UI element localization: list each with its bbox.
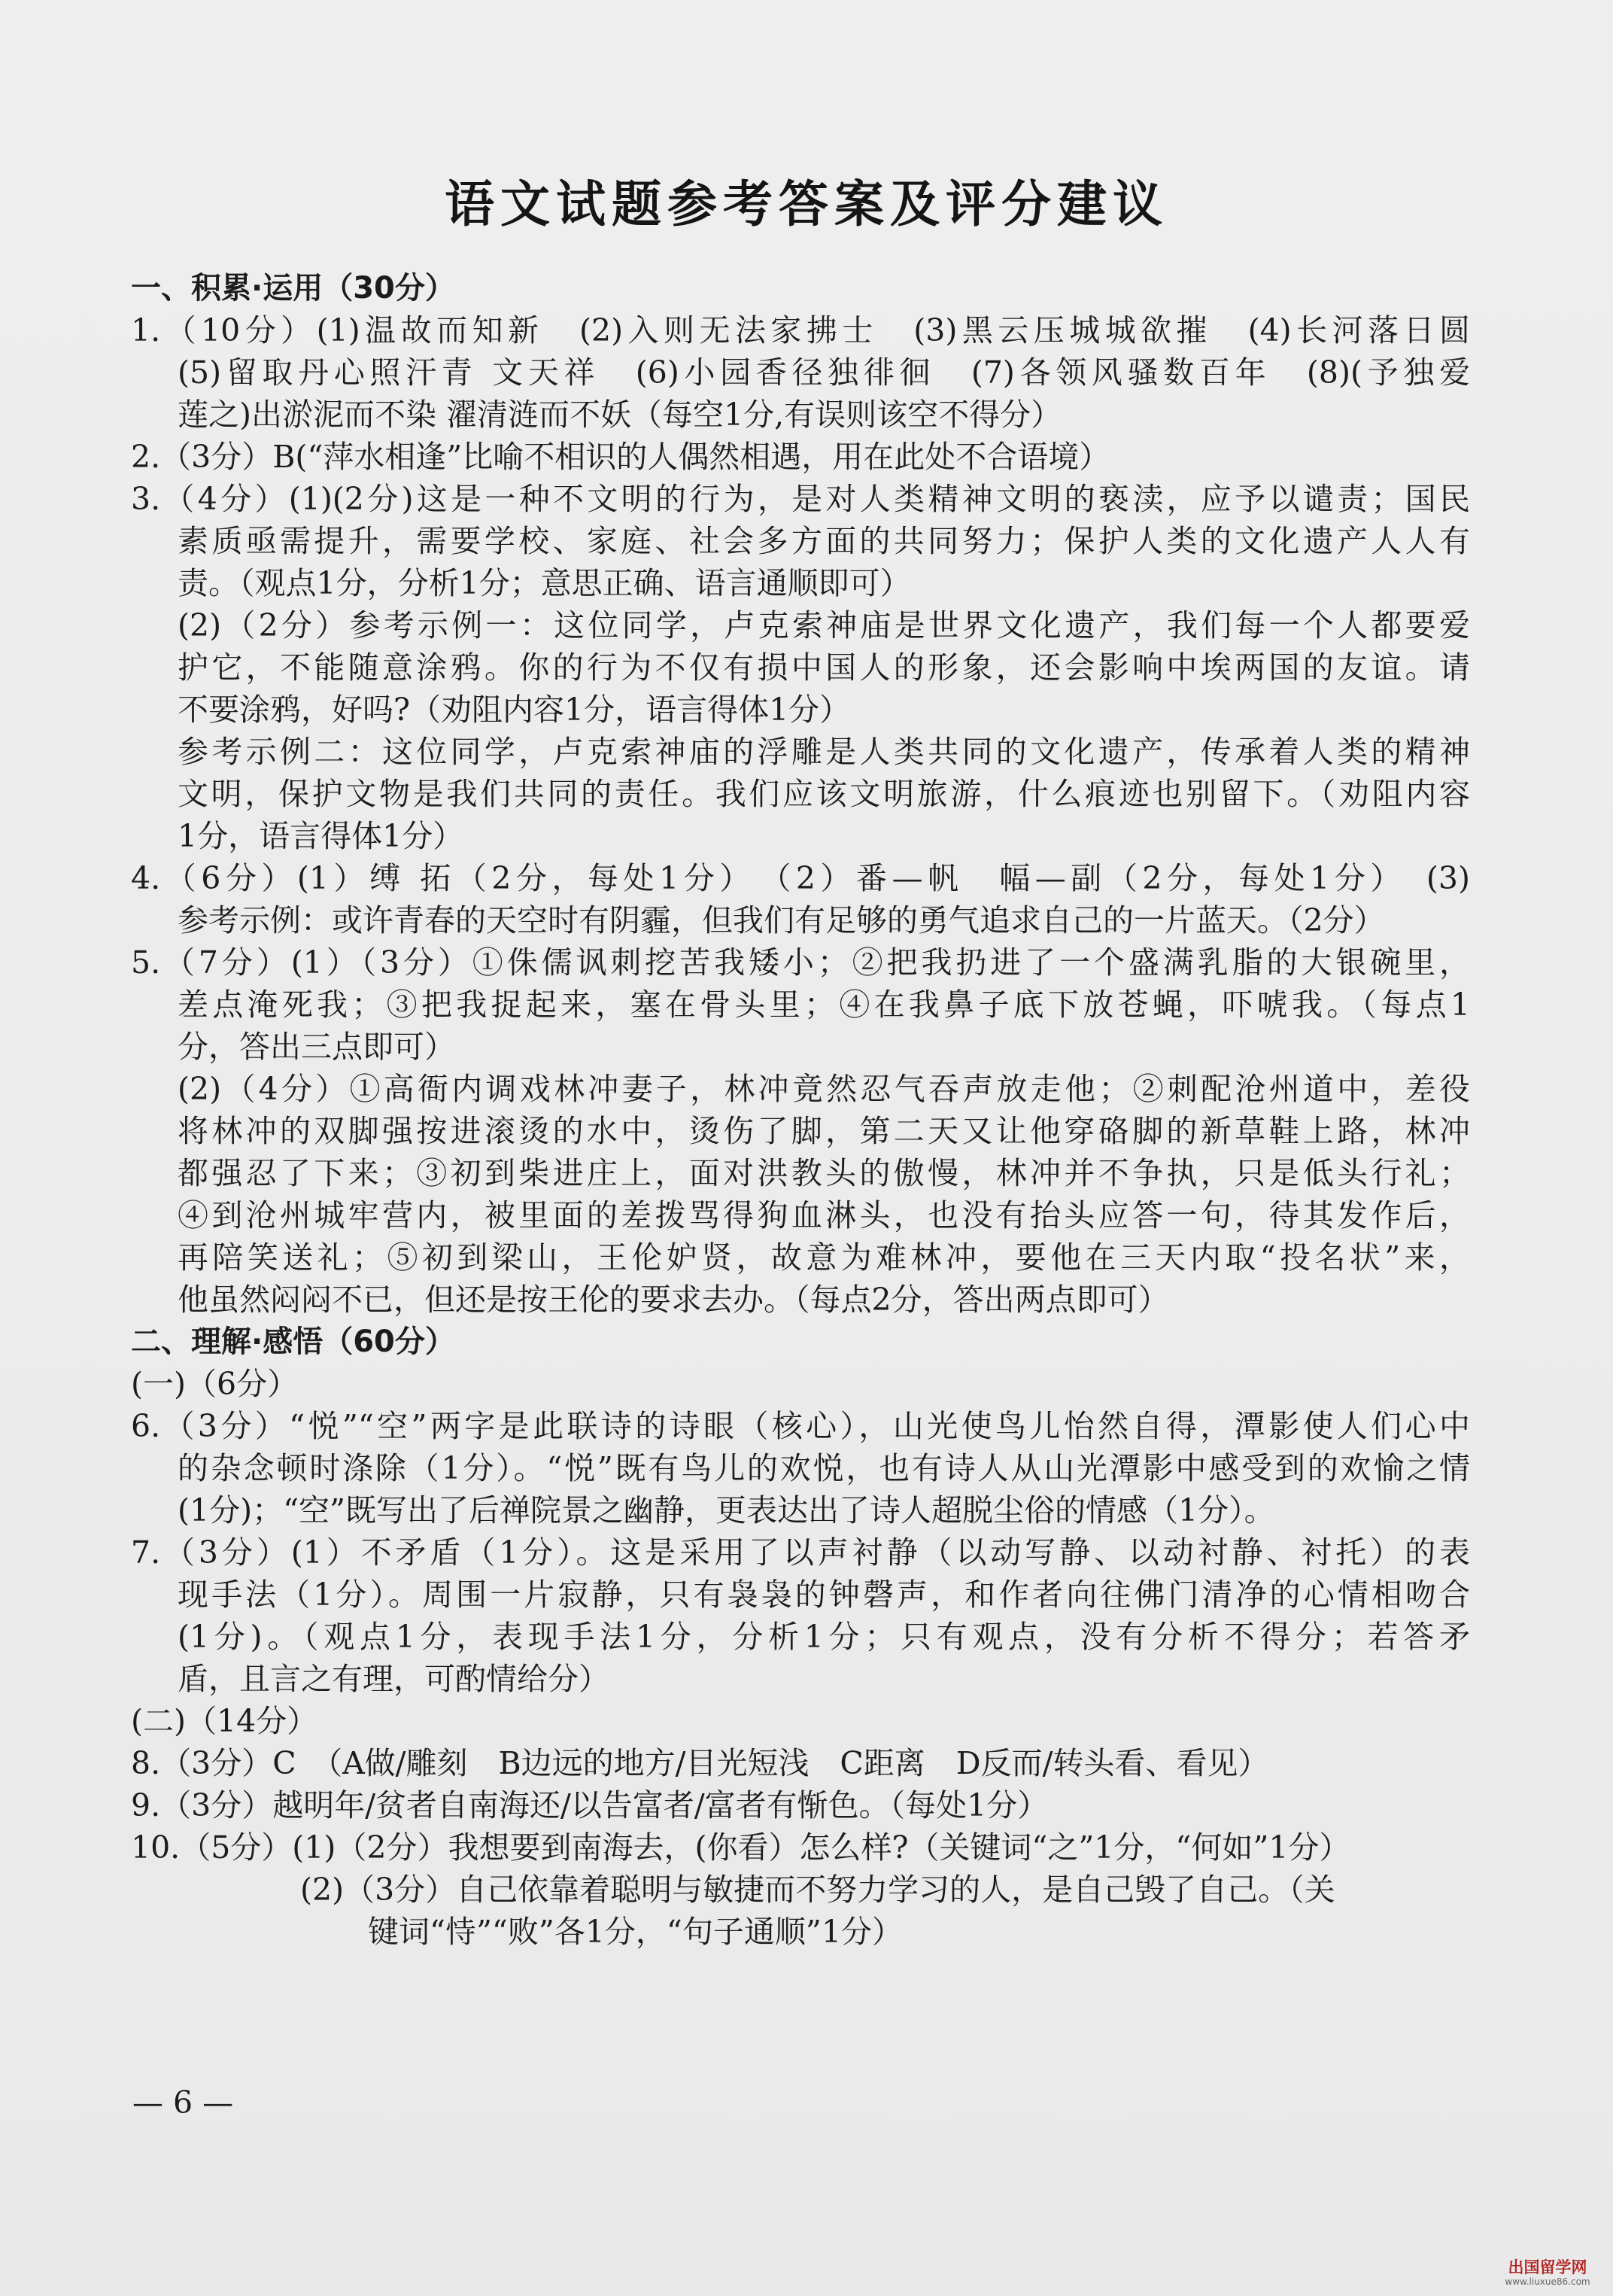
- answer-line: (2)（4分）①高衙内调戏林冲妻子，林冲竟然忍气吞声放走他；②刺配沧州道中，差役: [178, 1071, 1470, 1107]
- answer-line: 10.（5分）(1)（2分）我想要到南海去，(你看）怎么样?（关键词“之”1分，“何如”1分）: [131, 1829, 1350, 1866]
- answer-line: 责。（观点1分，分析1分；意思正确、语言通顺即可）: [178, 565, 911, 601]
- answer-line: 参考示例二：这位同学，卢克索神庙的浮雕是人类共同的文化遗产，传承着人类的精神: [178, 734, 1470, 770]
- answer-line: (2)（3分）自己依靠着聪明与敏捷而不努力学习的人，是自己毁了自己。（关: [300, 1872, 1335, 1908]
- answer-content: [131, 267, 1470, 1953]
- answer-line: 参考示例：或许青春的天空时有阴霾，但我们有足够的勇气追求自己的一片蓝天。（2分）: [178, 902, 1385, 938]
- answer-line: 2.（3分）B(“萍水相逢”比喻不相识的人偶然相遇，用在此处不合语境）: [131, 439, 1110, 475]
- site-watermark: [1491, 2258, 1604, 2288]
- answer-line: 现手法（1分）。周围一片寂静，只有袅袅的钟磬声，和作者向往佛门清净的心情相吻合: [178, 1577, 1470, 1613]
- subsection-heading: (二)（14分）: [131, 1703, 318, 1739]
- section-heading: 二、理解·感悟（60分）: [131, 1324, 455, 1359]
- answer-line: 的杂念顿时涤除（1分）。“悦”既有鸟儿的欢悦，也有诗人从山光潭影中感受到的欢愉之情: [178, 1450, 1470, 1486]
- answer-line: 再陪笑送礼；⑤初到梁山，王伦妒贤，故意为难林冲，要他在三天内取“投名状”来，: [178, 1239, 1470, 1276]
- answer-line: 3.（4分）(1)(2分)这是一种不文明的行为，是对人类精神文明的亵渎，应予以谴责；国民: [131, 481, 1470, 517]
- answer-line: 4.（6分）(1）缚 拓（2分，每处1分） （2）番—帆 幅—副（2分，每处1分） (3): [131, 860, 1470, 896]
- answer-line: 8.（3分）C （A做/雕刻 B边远的地方/目光短浅 C距离 D反而/转头看、看见）: [131, 1745, 1269, 1781]
- answer-line: 1分，语言得体1分）: [178, 818, 464, 854]
- answer-line: 素质亟需提升，需要学校、家庭、社会多方面的共同努力；保护人类的文化遗产人人有: [178, 523, 1470, 559]
- answer-line: 护它，不能随意涂鸦。你的行为不仅有损中国人的形象，还会影响中埃两国的友谊。请: [178, 649, 1470, 686]
- page-title: 语文试题参考答案及评分建议: [445, 175, 1168, 233]
- answer-line: 不要涂鸦，好吗?（劝阻内容1分，语言得体1分）: [178, 692, 851, 728]
- subsection-heading: (一)（6分）: [131, 1366, 299, 1402]
- answer-line: 7.（3分）(1）不矛盾（1分）。这是采用了以声衬静（以动写静、以动衬静、衬托）的表: [131, 1534, 1470, 1571]
- answer-line: (5)留取丹心照汗青 文天祥 (6)小园香径独徘徊 (7)各领风骚数百年 (8)(予独爱: [178, 354, 1470, 391]
- answer-line: 1.（10分）(1)温故而知新 (2)入则无法家拂士 (3)黑云压城城欲摧 (4)长河落日圆: [131, 312, 1470, 348]
- answer-line: (2)（2分）参考示例一：这位同学，卢克索神庙是世界文化遗产，我们每一个人都要爱: [178, 607, 1470, 643]
- answer-line: 键词“恃”“败”各1分，“句子通顺”1分）: [368, 1914, 903, 1950]
- answer-line: (1分)；“空”既写出了后禅院景之幽静，更表达出了诗人超脱尘俗的情感（1分）。: [178, 1492, 1275, 1528]
- section-heading: 一、积累·运用（30分）: [131, 271, 455, 306]
- answer-line: 9.（3分）越明年/贫者自南海还/以告富者/富者有惭色。（每处1分）: [131, 1787, 1049, 1823]
- answer-line: 将林冲的双脚强按进滚烫的水中，烫伤了脚，第二天又让他穿硌脚的新草鞋上路，林冲: [178, 1113, 1470, 1149]
- watermark-url-text: www.liuxue86.com: [1505, 2276, 1590, 2287]
- watermark-main-text: 出国留学网: [1508, 2258, 1587, 2276]
- page-number: — 6 —: [132, 2085, 234, 2121]
- answer-line: 分，答出三点即可）: [178, 1029, 455, 1065]
- answer-line: 莲之)出淤泥而不染 濯清涟而不妖（每空1分,有误则该空不得分）: [178, 397, 1062, 433]
- answer-line: 6.（3分）“悦”“空”两字是此联诗的诗眼（核心），山光使鸟儿怡然自得，潭影使人们心中: [131, 1408, 1470, 1444]
- answer-line: 差点淹死我；③把我捉起来，塞在骨头里；④在我鼻子底下放苍蝇，吓唬我。（每点1: [178, 987, 1470, 1023]
- answer-line: 文明，保护文物是我们共同的责任。我们应该文明旅游，什么痕迹也别留下。（劝阻内容: [178, 776, 1470, 812]
- answer-line: 盾，且言之有理，可酌情给分）: [178, 1661, 609, 1697]
- answer-line: 他虽然闷闷不已，但还是按王伦的要求去办。（每点2分，答出两点即可）: [178, 1282, 1169, 1318]
- answer-line: (1分)。（观点1分，表现手法1分，分析1分；只有观点，没有分析不得分；若答矛: [178, 1619, 1470, 1655]
- answer-line: 5.（7分）(1）（3分）①侏儒讽刺挖苦我矮小；②把我扔进了一个盛满乳脂的大银碗里，: [131, 944, 1470, 981]
- answer-line: ④到沧州城牢营内，被里面的差拨骂得狗血淋头，也没有抬头应答一句，待其发作后，: [178, 1197, 1470, 1233]
- answer-line: 都强忍了下来；③初到柴进庄上，面对洪教头的傲慢，林冲并不争执，只是低头行礼；: [178, 1155, 1470, 1191]
